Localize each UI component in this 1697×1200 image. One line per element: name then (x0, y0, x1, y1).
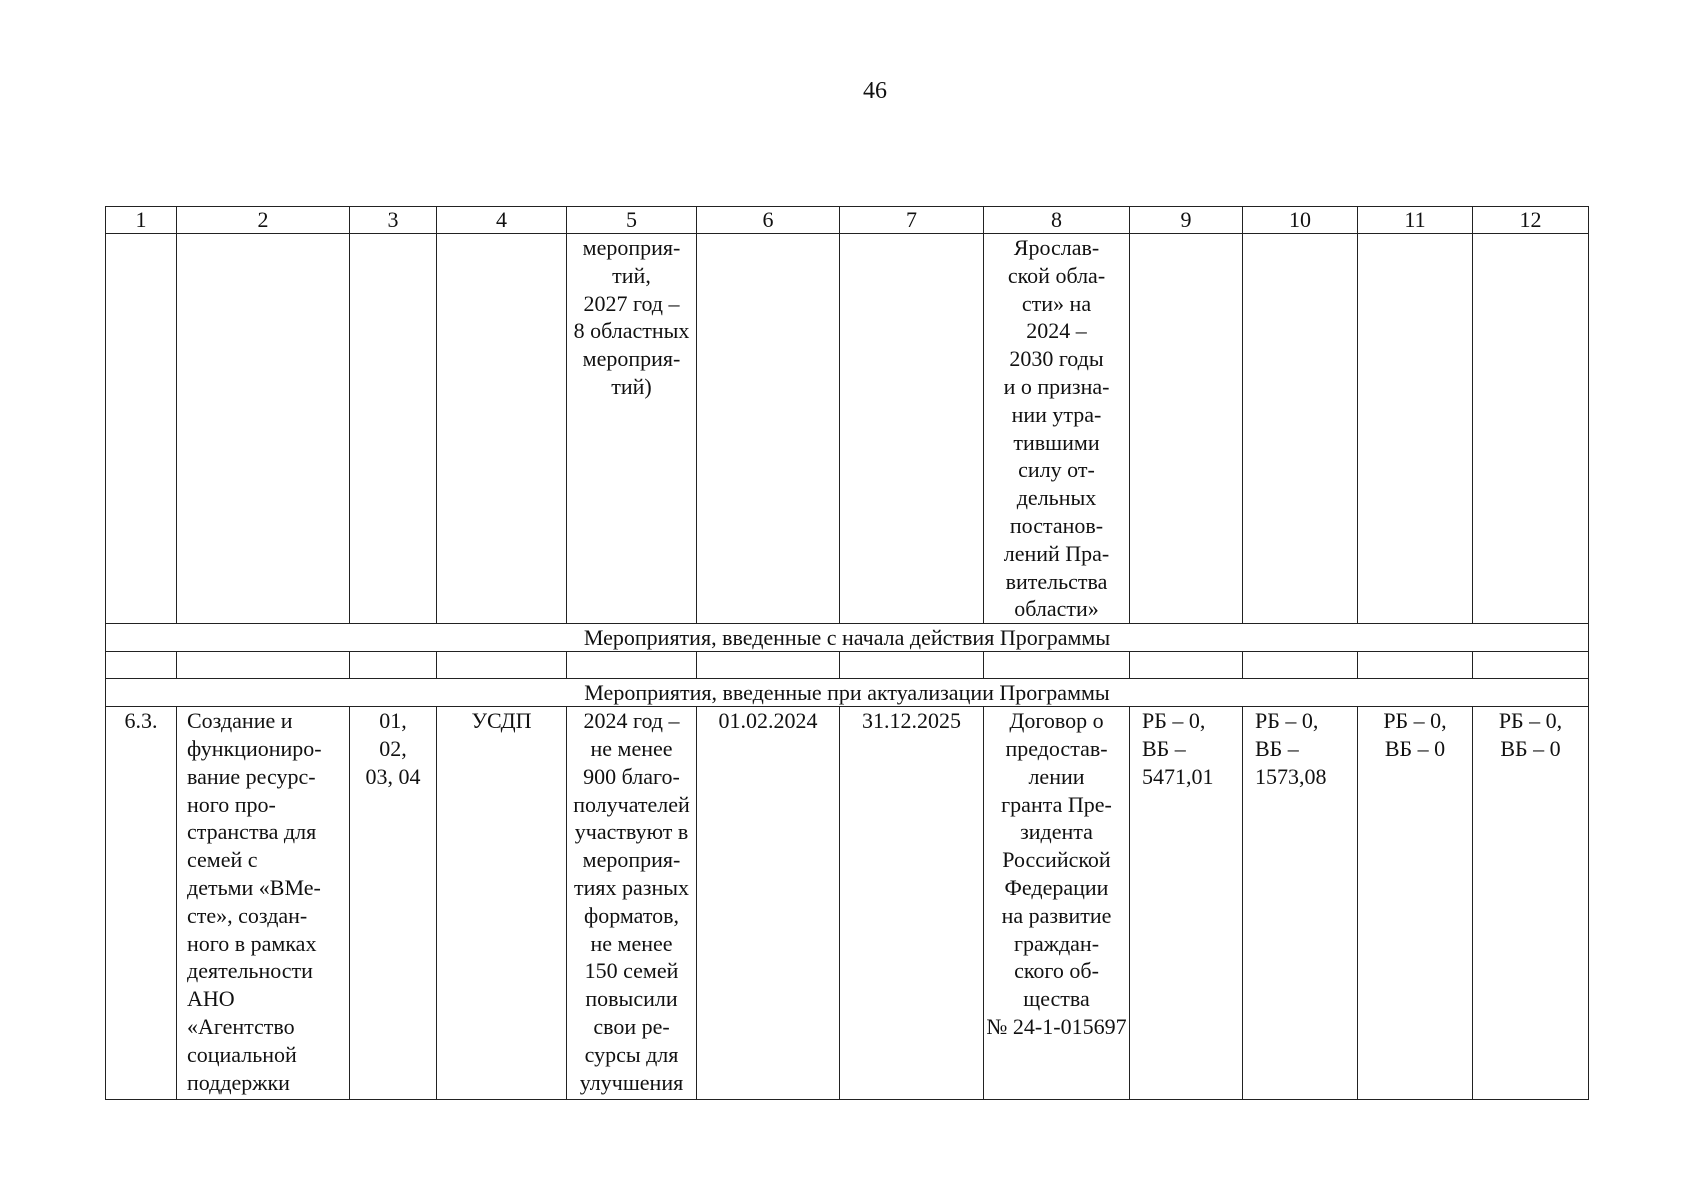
result-cell-continued: мероприя- тий, 2027 год – 8 областных мероприя- тий) (567, 234, 697, 624)
table-cell (567, 652, 697, 679)
page-number: 46 (863, 78, 887, 104)
column-number: 10 (1243, 207, 1358, 234)
empty-row (106, 652, 1589, 679)
column-number: 9 (1130, 207, 1243, 234)
activity-name-cell: Создание и функциониро- вание ресурс- ного про- странства для семей с детьми «ВМе- сте», создан- ного в рамках деятельности АНО «Агентство социальной поддержки (177, 707, 350, 1100)
funding-cell: РБ – 0, ВБ – 0 (1473, 707, 1589, 1100)
program-activities-table (105, 206, 1589, 1100)
end-date-cell: 31.12.2025 (840, 707, 984, 1100)
column-number: 12 (1473, 207, 1589, 234)
column-number: 2 (177, 207, 350, 234)
table-cell (697, 652, 840, 679)
column-number: 4 (437, 207, 567, 234)
table-cell (1243, 652, 1358, 679)
result-cell: 2024 год – не менее 900 благо- получателей участвуют в мероприя- тиях разных форматов, не менее 150 семей повысили свои ре- сурсы для улучшения (567, 707, 697, 1100)
section-heading: Мероприятия, введенные при актуализации Программы (106, 679, 1589, 707)
executor-cell: УСДП (437, 707, 567, 1100)
column-number: 7 (840, 207, 984, 234)
table-cell (840, 234, 984, 624)
table-cell (177, 652, 350, 679)
row-number-cell: 6.3. (106, 707, 177, 1100)
table-cell (840, 652, 984, 679)
column-number: 1 (106, 207, 177, 234)
table-cell (697, 234, 840, 624)
column-number-row (106, 207, 1589, 234)
table-cell (437, 234, 567, 624)
table-cell (106, 234, 177, 624)
table-cell (1473, 652, 1589, 679)
table-row (106, 707, 1589, 1100)
column-number: 8 (984, 207, 1130, 234)
funding-cell: РБ – 0, ВБ – 1573,08 (1243, 707, 1358, 1100)
funding-cell: РБ – 0, ВБ – 5471,01 (1130, 707, 1243, 1100)
section-heading: Мероприятия, введенные с начала действия Программы (106, 624, 1589, 652)
table-cell (1473, 234, 1589, 624)
table-cell (350, 234, 437, 624)
column-number: 5 (567, 207, 697, 234)
section-row (106, 624, 1589, 652)
table-cell (437, 652, 567, 679)
table-cell (1358, 234, 1473, 624)
document-cell: Договор о предостав- лении гранта Пре- зидента Российской Федерации на развитие граждан- ского об- щества № 24-1-015697 (984, 707, 1130, 1100)
funding-cell: РБ – 0, ВБ – 0 (1358, 707, 1473, 1100)
column-number: 11 (1358, 207, 1473, 234)
table-cell (350, 652, 437, 679)
table-cell (984, 652, 1130, 679)
continuation-row (106, 234, 1589, 624)
table-cell (1243, 234, 1358, 624)
section-row (106, 679, 1589, 707)
table-cell (1130, 652, 1243, 679)
table-cell (106, 652, 177, 679)
column-number: 3 (350, 207, 437, 234)
document-cell-continued: Ярослав- ской обла- сти» на 2024 – 2030 годы и о призна- нии утра- тившими силу от- дельных постанов- лений Пра- вительства области» (984, 234, 1130, 624)
table-cell (1358, 652, 1473, 679)
column-number: 6 (697, 207, 840, 234)
table-cell (1130, 234, 1243, 624)
tasks-cell: 01, 02, 03, 04 (350, 707, 437, 1100)
table-cell (177, 234, 350, 624)
start-date-cell: 01.02.2024 (697, 707, 840, 1100)
